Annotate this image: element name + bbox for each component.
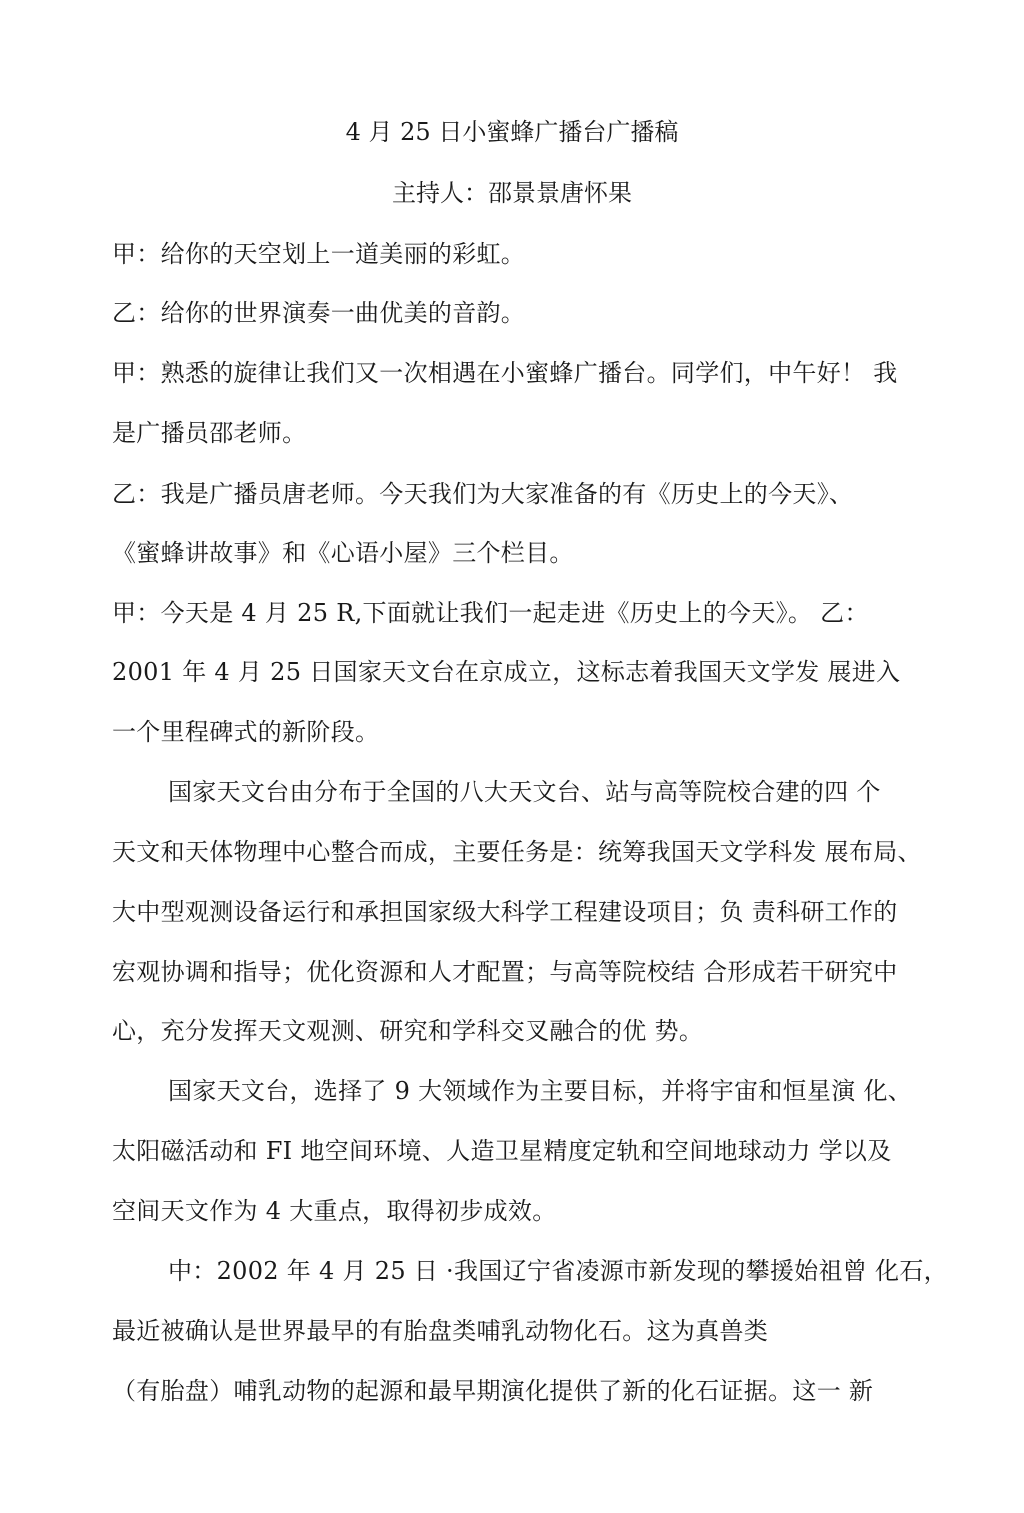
document-title: 4 月 25 日小蜜蜂广播台广播稿 bbox=[345, 118, 679, 146]
paragraph-line: 甲：今天是 4 月 25 R,下面就让我们一起走进《历史上的今天》。 乙： bbox=[112, 599, 869, 627]
paragraph-line: （有胎盘）哺乳动物的起源和最早期演化提供了新的化石证据。这一 新 bbox=[112, 1377, 874, 1405]
paragraph-line: 宏观协调和指导；优化资源和人才配置；与高等院校结 合形成若干研究中 bbox=[112, 958, 898, 986]
paragraph-line: 甲：熟悉的旋律让我们又一次相遇在小蜜蜂广播台。同学们，中午好！ 我 bbox=[112, 359, 898, 387]
host-line: 主持人：邵景景唐怀果 bbox=[392, 179, 632, 207]
paragraph-line: 是广播员邵老师。 bbox=[112, 419, 307, 447]
paragraph-line: 乙：我是广播员唐老师。今天我们为大家准备的有《历史上的今天》、 bbox=[112, 480, 854, 508]
paragraph-line: 空间天文作为 4 大重点，取得初步成效。 bbox=[112, 1197, 557, 1225]
paragraph-line: 2001 年 4 月 25 日国家天文台在京成立，这标志着我国天文学发 展进入 bbox=[112, 658, 901, 686]
paragraph-line: 国家天文台由分布于全国的八大天文台、站与高等院校合建的四 个 bbox=[168, 778, 881, 806]
paragraph-line: 乙：给你的世界演奏一曲优美的音韵。 bbox=[112, 299, 526, 327]
paragraph-line: 甲：给你的天空划上一道美丽的彩虹。 bbox=[112, 240, 526, 268]
paragraph-line: 天文和天体物理中心整合而成，主要任务是：统筹我国天文学科发 展布局、 bbox=[112, 838, 922, 866]
paragraph-line: 中：2002 年 4 月 25 日 ·我国辽宁省凌源市新发现的攀援始祖曾 化石， bbox=[168, 1257, 948, 1285]
paragraph-line: 太阳磁活动和 FI 地空间环境、人造卫星精度定轨和空间地球动力 学以及 bbox=[112, 1137, 892, 1165]
paragraph-line: 最近被确认是世界最早的有胎盘类哺乳动物化石。这为真兽类 bbox=[112, 1317, 769, 1345]
paragraph-line: 《蜜蜂讲故事》和《心语小屋》三个栏目。 bbox=[112, 539, 574, 567]
paragraph-line: 一个里程碑式的新阶段。 bbox=[112, 718, 380, 746]
paragraph-line: 国家天文台，选择了 9 大领域作为主要目标，并将宇宙和恒星演 化、 bbox=[168, 1077, 913, 1105]
paragraph-line: 大中型观测设备运行和承担国家级大科学工程建设项目；负 责科研工作的 bbox=[112, 898, 898, 926]
paragraph-line: 心，充分发挥天文观测、研究和学科交叉融合的优 势。 bbox=[112, 1017, 704, 1045]
